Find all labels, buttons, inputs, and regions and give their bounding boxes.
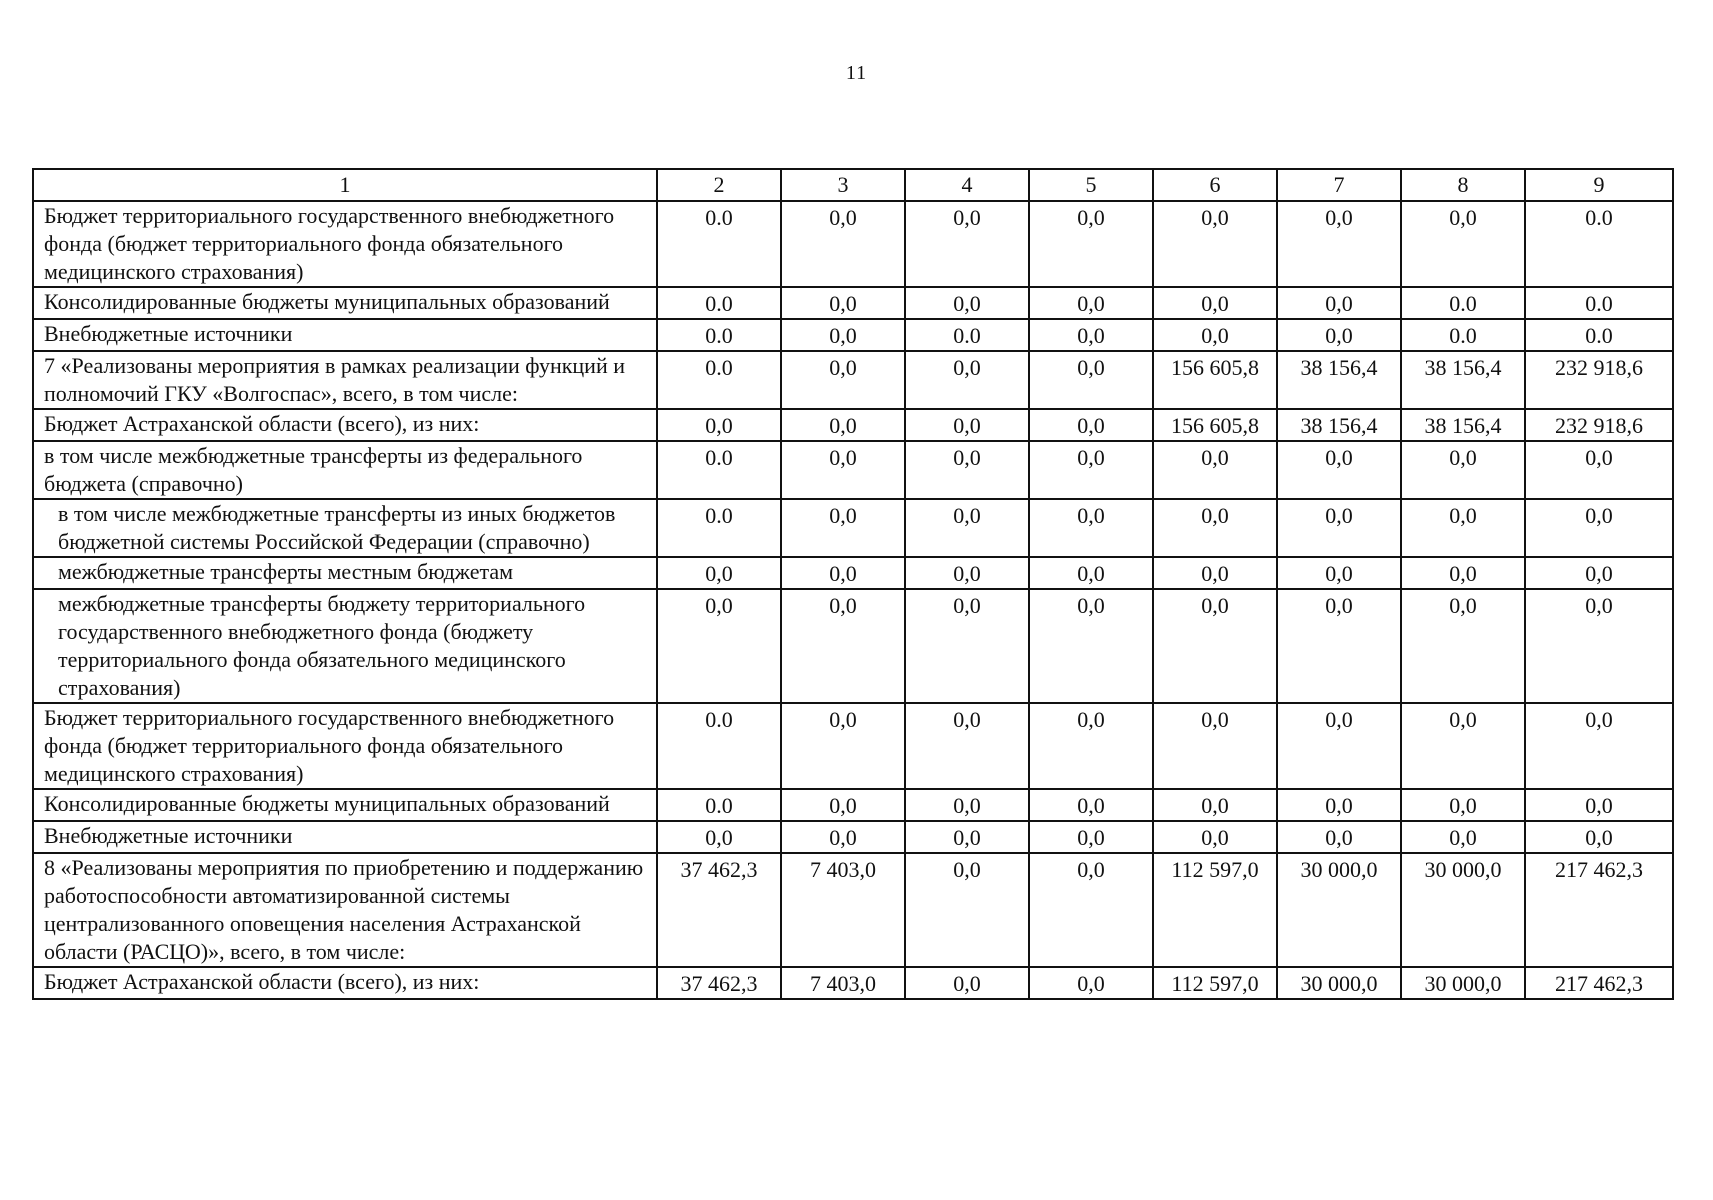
page-number: 11 [845, 62, 868, 84]
value-cell-col-3: 7 403,0 [781, 967, 905, 999]
value-cell-col-8: 0,0 [1401, 557, 1525, 589]
header-row [33, 169, 1673, 201]
value-cell-col-6: 0,0 [1153, 589, 1277, 703]
value-cell-col-2: 37 462,3 [657, 853, 781, 967]
value-cell-col-5: 0,0 [1029, 589, 1153, 703]
value-cell-col-6: 0,0 [1153, 499, 1277, 557]
value-cell-col-7: 38 156,4 [1277, 351, 1401, 409]
column-header: 3 [781, 169, 905, 201]
value-cell-col-4: 0.0 [905, 319, 1029, 351]
value-cell-col-4: 0,0 [905, 409, 1029, 441]
value-cell-col-4: 0,0 [905, 703, 1029, 789]
row-label: межбюджетные трансферты местным бюджетам [33, 557, 657, 589]
table-row [33, 499, 1673, 557]
value-cell-col-2: 0.0 [657, 319, 781, 351]
table-row [33, 789, 1673, 821]
value-cell-col-7: 0,0 [1277, 287, 1401, 319]
value-cell-col-6: 0,0 [1153, 441, 1277, 499]
value-cell-col-4: 0,0 [905, 351, 1029, 409]
table-row [33, 351, 1673, 409]
value-cell-col-8: 0,0 [1401, 499, 1525, 557]
value-cell-col-2: 0.0 [657, 499, 781, 557]
value-cell-col-9: 232 918,6 [1525, 409, 1673, 441]
row-label: Консолидированные бюджеты муниципальных образований [33, 789, 657, 821]
value-cell-col-9: 0,0 [1525, 557, 1673, 589]
value-cell-col-2: 0,0 [657, 821, 781, 853]
value-cell-col-9: 0,0 [1525, 789, 1673, 821]
value-cell-col-4: 0,0 [905, 853, 1029, 967]
value-cell-col-3: 7 403,0 [781, 853, 905, 967]
value-cell-col-2: 0.0 [657, 703, 781, 789]
value-cell-col-4: 0,0 [905, 287, 1029, 319]
value-cell-col-4: 0,0 [905, 967, 1029, 999]
value-cell-col-2: 0,0 [657, 589, 781, 703]
value-cell-col-7: 0,0 [1277, 589, 1401, 703]
value-cell-col-5: 0,0 [1029, 853, 1153, 967]
value-cell-col-6: 0,0 [1153, 557, 1277, 589]
value-cell-col-3: 0,0 [781, 441, 905, 499]
value-cell-col-6: 0,0 [1153, 201, 1277, 287]
value-cell-col-9: 0,0 [1525, 499, 1673, 557]
value-cell-col-8: 0,0 [1401, 703, 1525, 789]
value-cell-col-7: 0,0 [1277, 789, 1401, 821]
row-label: Бюджет территориального государственного внебюджетного фонда (бюджет территориального фонда обязательного медицинского страхования) [33, 703, 657, 789]
table-row [33, 853, 1673, 967]
value-cell-col-5: 0,0 [1029, 703, 1153, 789]
value-cell-col-2: 0,0 [657, 409, 781, 441]
value-cell-col-3: 0,0 [781, 589, 905, 703]
value-cell-col-3: 0,0 [781, 557, 905, 589]
row-label: Бюджет территориального государственного внебюджетного фонда (бюджет территориального фонда обязательного медицинского страхования) [33, 201, 657, 287]
value-cell-col-6: 156 605,8 [1153, 409, 1277, 441]
value-cell-col-6: 0,0 [1153, 319, 1277, 351]
value-cell-col-7: 30 000,0 [1277, 853, 1401, 967]
value-cell-col-5: 0,0 [1029, 287, 1153, 319]
value-cell-col-7: 0,0 [1277, 441, 1401, 499]
value-cell-col-2: 37 462,3 [657, 967, 781, 999]
value-cell-col-8: 0,0 [1401, 201, 1525, 287]
column-header: 4 [905, 169, 1029, 201]
value-cell-col-8: 38 156,4 [1401, 409, 1525, 441]
table-row [33, 201, 1673, 287]
value-cell-col-6: 0,0 [1153, 703, 1277, 789]
value-cell-col-4: 0,0 [905, 557, 1029, 589]
column-header: 8 [1401, 169, 1525, 201]
value-cell-col-9: 0.0 [1525, 319, 1673, 351]
row-label: Консолидированные бюджеты муниципальных образований [33, 287, 657, 319]
value-cell-col-9: 0.0 [1525, 201, 1673, 287]
column-header: 7 [1277, 169, 1401, 201]
value-cell-col-6: 112 597,0 [1153, 853, 1277, 967]
table-row [33, 319, 1673, 351]
table-body [33, 201, 1673, 999]
column-header: 9 [1525, 169, 1673, 201]
table-row [33, 703, 1673, 789]
value-cell-col-8: 0,0 [1401, 441, 1525, 499]
value-cell-col-5: 0,0 [1029, 821, 1153, 853]
value-cell-col-2: 0.0 [657, 441, 781, 499]
value-cell-col-5: 0,0 [1029, 319, 1153, 351]
value-cell-col-8: 0,0 [1401, 821, 1525, 853]
value-cell-col-9: 0,0 [1525, 703, 1673, 789]
value-cell-col-9: 0.0 [1525, 287, 1673, 319]
value-cell-col-6: 112 597,0 [1153, 967, 1277, 999]
table-row [33, 589, 1673, 703]
column-header: 2 [657, 169, 781, 201]
row-label: в том числе межбюджетные трансферты из федерального бюджета (справочно) [33, 441, 657, 499]
value-cell-col-5: 0,0 [1029, 789, 1153, 821]
row-label: Бюджет Астраханской области (всего), из них: [33, 409, 657, 441]
value-cell-col-5: 0,0 [1029, 499, 1153, 557]
value-cell-col-2: 0.0 [657, 287, 781, 319]
value-cell-col-3: 0,0 [781, 409, 905, 441]
value-cell-col-5: 0,0 [1029, 409, 1153, 441]
table-row [33, 557, 1673, 589]
value-cell-col-6: 0,0 [1153, 789, 1277, 821]
value-cell-col-8: 30 000,0 [1401, 967, 1525, 999]
row-label: в том числе межбюджетные трансферты из иных бюджетов бюджетной системы Российской Федерации (справочно) [33, 499, 657, 557]
value-cell-col-7: 30 000,0 [1277, 967, 1401, 999]
value-cell-col-5: 0,0 [1029, 351, 1153, 409]
value-cell-col-3: 0,0 [781, 201, 905, 287]
value-cell-col-4: 0,0 [905, 441, 1029, 499]
value-cell-col-2: 0.0 [657, 351, 781, 409]
table-row [33, 409, 1673, 441]
value-cell-col-7: 0,0 [1277, 201, 1401, 287]
value-cell-col-9: 217 462,3 [1525, 853, 1673, 967]
value-cell-col-3: 0,0 [781, 319, 905, 351]
table-row [33, 821, 1673, 853]
value-cell-col-4: 0,0 [905, 201, 1029, 287]
value-cell-col-9: 0,0 [1525, 589, 1673, 703]
value-cell-col-3: 0,0 [781, 789, 905, 821]
column-header: 6 [1153, 169, 1277, 201]
row-label: Внебюджетные источники [33, 821, 657, 853]
value-cell-col-9: 217 462,3 [1525, 967, 1673, 999]
value-cell-col-2: 0.0 [657, 789, 781, 821]
row-label: Внебюджетные источники [33, 319, 657, 351]
value-cell-col-7: 0,0 [1277, 319, 1401, 351]
value-cell-col-3: 0,0 [781, 287, 905, 319]
budget-table [32, 168, 1674, 1000]
value-cell-col-4: 0,0 [905, 499, 1029, 557]
value-cell-col-5: 0,0 [1029, 557, 1153, 589]
value-cell-col-4: 0,0 [905, 821, 1029, 853]
value-cell-col-4: 0,0 [905, 789, 1029, 821]
value-cell-col-5: 0,0 [1029, 967, 1153, 999]
value-cell-col-3: 0,0 [781, 499, 905, 557]
value-cell-col-9: 0,0 [1525, 441, 1673, 499]
row-label: Бюджет Астраханской области (всего), из них: [33, 967, 657, 999]
value-cell-col-7: 0,0 [1277, 557, 1401, 589]
value-cell-col-3: 0,0 [781, 351, 905, 409]
row-label: 7 «Реализованы мероприятия в рамках реализации функций и полномочий ГКУ «Волгоспас», всего, в том числе: [33, 351, 657, 409]
row-label: межбюджетные трансферты бюджету территориального государственного внебюджетного фонда (бюджету территориального фонда обязательного медицинского страхования) [33, 589, 657, 703]
value-cell-col-7: 0,0 [1277, 821, 1401, 853]
value-cell-col-5: 0,0 [1029, 441, 1153, 499]
value-cell-col-2: 0.0 [657, 201, 781, 287]
column-header: 5 [1029, 169, 1153, 201]
value-cell-col-8: 0.0 [1401, 319, 1525, 351]
value-cell-col-6: 156 605,8 [1153, 351, 1277, 409]
value-cell-col-7: 0,0 [1277, 703, 1401, 789]
value-cell-col-7: 38 156,4 [1277, 409, 1401, 441]
value-cell-col-8: 0.0 [1401, 287, 1525, 319]
value-cell-col-4: 0,0 [905, 589, 1029, 703]
value-cell-col-8: 0,0 [1401, 589, 1525, 703]
column-header: 1 [33, 169, 657, 201]
value-cell-col-3: 0,0 [781, 821, 905, 853]
value-cell-col-9: 232 918,6 [1525, 351, 1673, 409]
value-cell-col-6: 0,0 [1153, 287, 1277, 319]
value-cell-col-7: 0,0 [1277, 499, 1401, 557]
value-cell-col-8: 30 000,0 [1401, 853, 1525, 967]
value-cell-col-5: 0,0 [1029, 201, 1153, 287]
table-row [33, 441, 1673, 499]
value-cell-col-9: 0,0 [1525, 821, 1673, 853]
table-row [33, 287, 1673, 319]
value-cell-col-6: 0,0 [1153, 821, 1277, 853]
value-cell-col-8: 0,0 [1401, 789, 1525, 821]
value-cell-col-8: 38 156,4 [1401, 351, 1525, 409]
row-label: 8 «Реализованы мероприятия по приобретению и поддержанию работоспособности автоматизированной системы централизованного оповещения населения Астраханской области (РАСЦО)», всего, в том числе: [33, 853, 657, 967]
value-cell-col-3: 0,0 [781, 703, 905, 789]
table-row [33, 967, 1673, 999]
value-cell-col-2: 0,0 [657, 557, 781, 589]
